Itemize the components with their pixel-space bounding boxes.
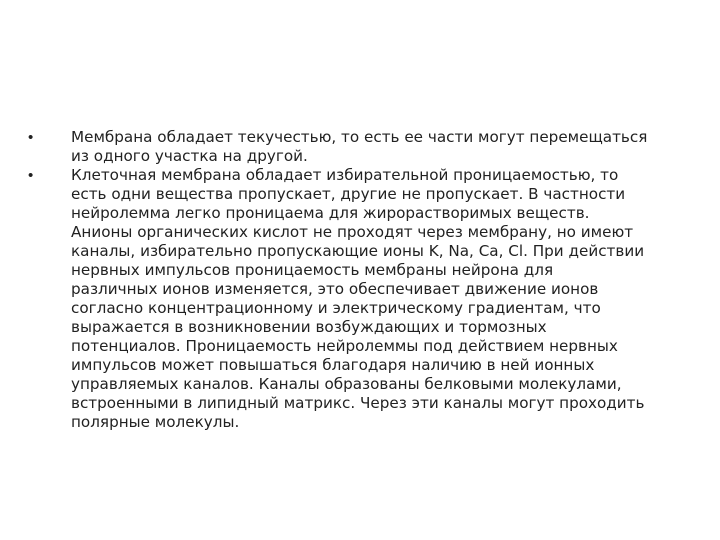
text-line: встроенными в липидный матрикс. Через эти каналы могут проходить: [71, 394, 645, 412]
text-line: импульсов может повышаться благодаря наличию в ней ионных: [71, 356, 595, 374]
text-line: из одного участка на другой.: [71, 147, 308, 165]
bullet-marker: •: [28, 129, 34, 146]
text-line: управляемых каналов. Каналы образованы белковыми молекулами,: [71, 375, 622, 393]
text-line: каналы, избирательно пропускающие ионы K, Na, Ca, Cl. При действии: [71, 242, 645, 260]
bullet-list: [28, 128, 688, 432]
text-line: различных ионов изменяется, это обеспечивает движение ионов: [71, 280, 599, 298]
text-line: Анионы органических кислот не проходят через мембрану, но имеют: [71, 223, 634, 241]
text-line: Клеточная мембрана обладает избирательной проницаемостью, то: [71, 166, 619, 184]
bullet-item-permeability: [28, 166, 688, 432]
bullet-marker: •: [28, 167, 34, 184]
text-line: есть одни вещества пропускает, другие не пропускает. В частности: [71, 185, 626, 203]
bullet-item-fluidity: [28, 128, 688, 166]
text-line: нервных импульсов проницаемость мембраны нейрона для: [71, 261, 554, 279]
text-line: согласно концентрационному и электрическому градиентам, что: [71, 299, 601, 317]
text-line: выражается в возникновении возбуждающих и тормозных: [71, 318, 547, 336]
text-line: полярные молекулы.: [71, 413, 240, 431]
text-line: потенциалов. Проницаемость нейролеммы под действием нервных: [71, 337, 618, 355]
text-line: нейролемма легко проницаема для жирорастворимых веществ.: [71, 204, 590, 222]
text-line: Мембрана обладает текучестью, то есть ее части могут перемещаться: [71, 128, 648, 146]
